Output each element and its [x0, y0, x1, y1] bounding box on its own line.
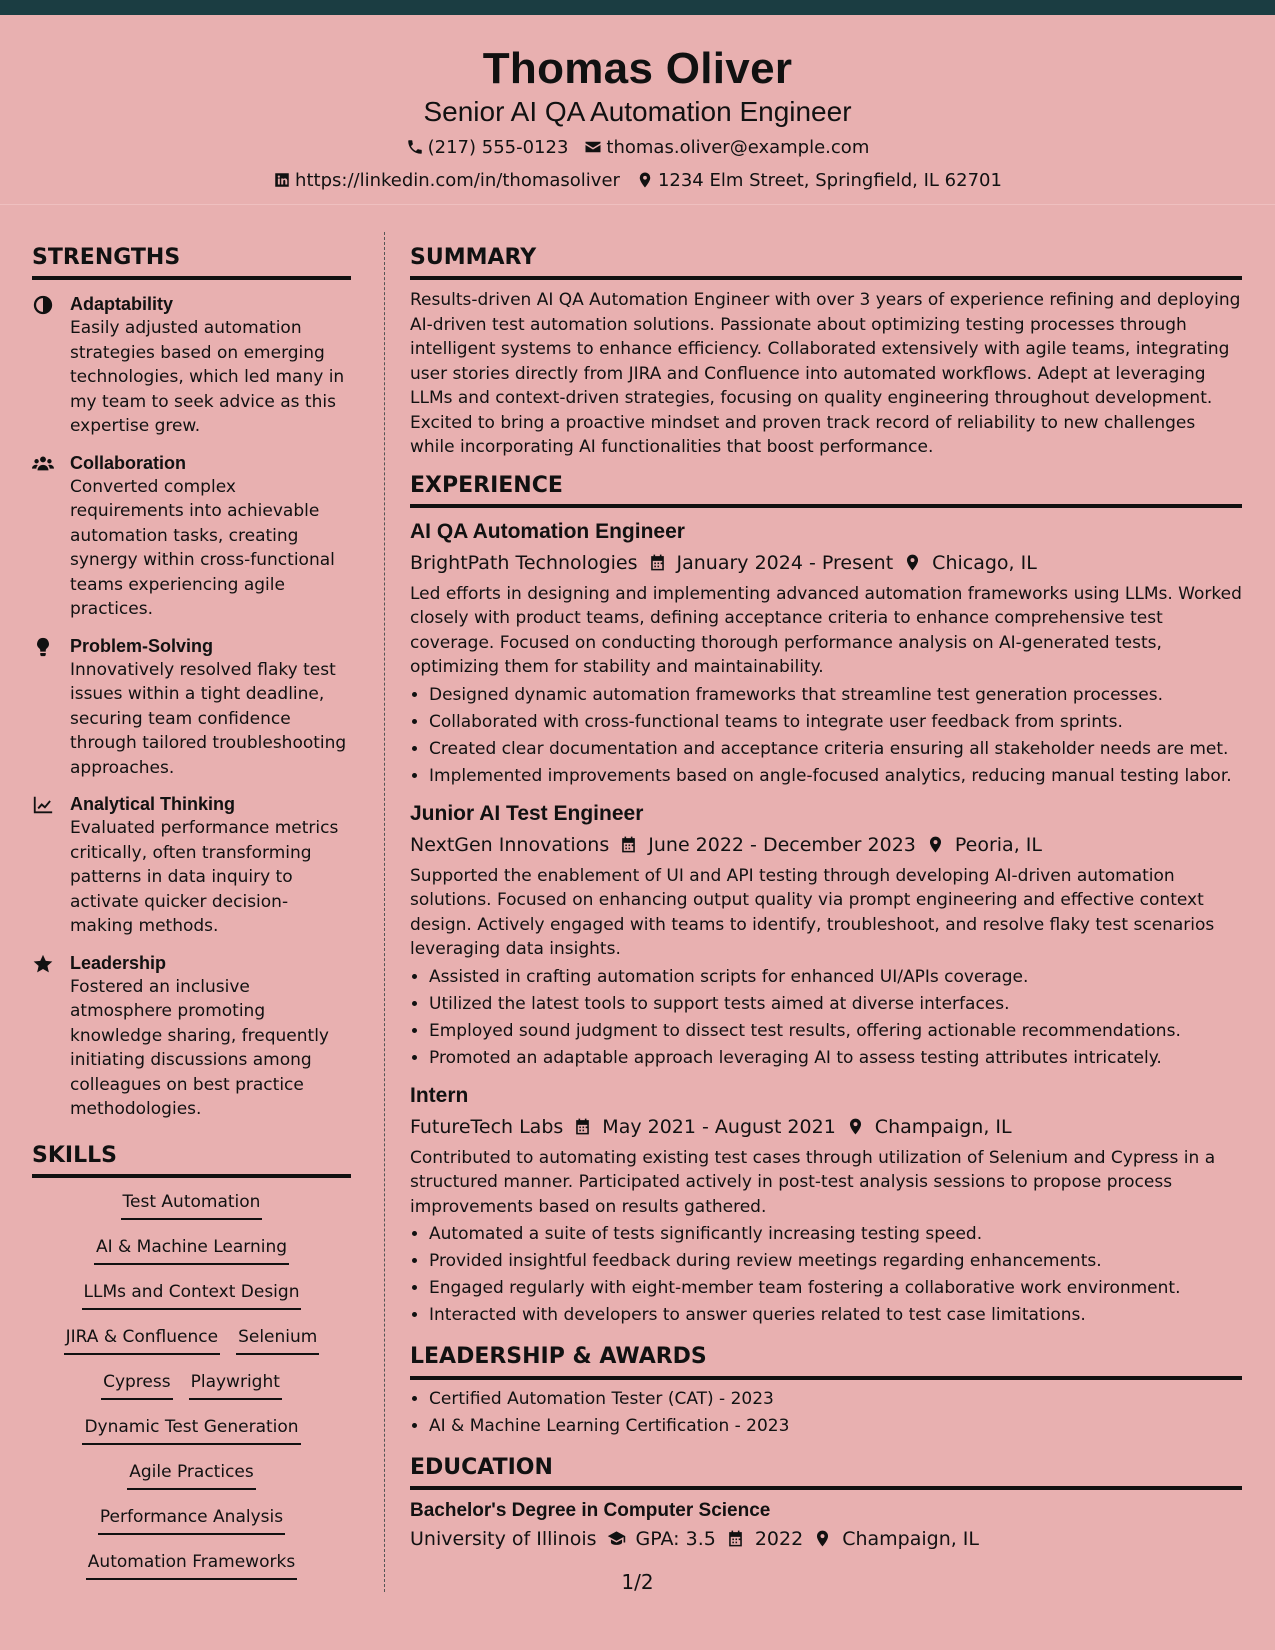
- job-bullets: [410, 682, 1242, 790]
- chart-line-icon: [32, 794, 54, 816]
- job-location: Champaign, IL: [874, 1115, 1012, 1138]
- skill-row: [32, 1507, 351, 1552]
- job-company: BrightPath Technologies: [410, 551, 638, 574]
- right-column: [410, 246, 1242, 1550]
- lightbulb-icon: [32, 636, 54, 658]
- job-meta: [410, 552, 1242, 574]
- skill-tag: AI & Machine Learning: [94, 1237, 289, 1265]
- strength-item: [32, 951, 351, 1122]
- job-title: AI QA Automation Engineer: [410, 519, 685, 543]
- contrast-icon: [32, 294, 54, 316]
- bullet-item: • Interacted with developers to answer queries related to test case limitations.: [429, 1302, 1242, 1329]
- skill-tag: Agile Practices: [127, 1462, 256, 1490]
- column-divider: [384, 232, 385, 1592]
- phone-item: [406, 137, 569, 158]
- skill-tag: JIRA & Confluence: [64, 1327, 220, 1355]
- skill-row: [32, 1282, 351, 1327]
- job-meta: [410, 834, 1242, 856]
- skill-tag: Playwright: [189, 1372, 282, 1400]
- strength-title: Leadership: [70, 952, 167, 973]
- map-pin-icon: [636, 171, 654, 189]
- job-location: Chicago, IL: [932, 551, 1037, 574]
- strength-title: Problem-Solving: [70, 635, 214, 656]
- graduation-year: 2022: [754, 1527, 804, 1550]
- bullet-item: • Utilized the latest tools to support tests aimed at diverse interfaces.: [429, 991, 1242, 1018]
- skill-row: [32, 1417, 351, 1462]
- strength-desc: Fostered an inclusive atmosphere promoting knowledge sharing, frequently initiating discussions among colleagues on best practice methodologies.: [70, 976, 329, 1120]
- job-dates: June 2022 - December 2023: [648, 833, 916, 856]
- strength-item: [32, 634, 351, 781]
- resume-header: [0, 15, 1275, 205]
- skill-tag: Test Automation: [121, 1192, 263, 1220]
- job-entry: [410, 520, 1242, 790]
- strength-desc: Easily adjusted automation strategies based on emerging technologies, which led many in my team to seek advice as this expertise grew.: [70, 318, 345, 437]
- linkedin-item[interactable]: [273, 170, 620, 191]
- address-text: 1234 Elm Street, Springfield, IL 62701: [657, 169, 1002, 191]
- page-number: 1/2: [621, 1570, 654, 1594]
- job-bullets: [410, 1221, 1242, 1329]
- job-description: Led efforts in designing and implementing advanced automation frameworks using LLMs. Worked closely with product teams, defining acceptance criteria to enhance comprehensive test coverage. Focused on conducting thorough performance analysis on AI-generated tests, optimizing them for stability and maintainability.: [410, 583, 1242, 678]
- bullet-item: • Assisted in crafting automation scripts for enhanced UI/APIs coverage.: [429, 964, 1242, 991]
- education-meta: [410, 1528, 1242, 1550]
- bullet-item: • Engaged regularly with eight-member team fostering a collaborative work environment.: [429, 1275, 1242, 1302]
- experience-heading: EXPERIENCE: [410, 474, 1242, 508]
- awards-heading: LEADERSHIP & AWARDS: [410, 1345, 1242, 1379]
- strength-title: Collaboration: [70, 452, 186, 473]
- strengths-heading: STRENGTHS: [32, 246, 351, 280]
- job-bullets: [410, 964, 1242, 1072]
- email-link[interactable]: thomas.oliver@example.com: [606, 136, 870, 158]
- school-location: Champaign, IL: [842, 1527, 980, 1550]
- phone-text: (217) 555-0123: [427, 136, 569, 158]
- job-location: Peoria, IL: [954, 833, 1042, 856]
- summary-heading: SUMMARY: [410, 246, 1242, 280]
- degree-title: Bachelor's Degree in Computer Science: [410, 1499, 771, 1521]
- bullet-item: • Implemented improvements based on angle-focused analytics, reducing manual testing labor.: [429, 763, 1242, 790]
- skill-tag: LLMs and Context Design: [82, 1282, 302, 1310]
- bullet-item: • Collaborated with cross-functional teams to integrate user feedback from sprints.: [429, 709, 1242, 736]
- map-pin-icon: [903, 553, 922, 572]
- contact-row-2: [0, 166, 1275, 194]
- skill-tag: Automation Frameworks: [86, 1552, 297, 1580]
- strength-desc: Converted complex requirements into achievable automation tasks, creating synergy within cross-functional teams experiencing agile practices.: [70, 476, 335, 620]
- candidate-name: Thomas Oliver: [482, 44, 793, 93]
- skills-heading: SKILLS: [32, 1144, 351, 1178]
- skill-row: [32, 1192, 351, 1237]
- skill-row: [32, 1462, 351, 1507]
- job-description: Contributed to automating existing test cases through utilization of Selenium and Cypress in a structured manner. Participated actively in post-test analysis sessions to propose process improvements based on results gathered.: [410, 1147, 1216, 1217]
- education-heading: EDUCATION: [410, 1456, 1242, 1490]
- award-item: • AI & Machine Learning Certification - 2023: [429, 1413, 1242, 1440]
- job-dates: January 2024 - Present: [676, 551, 894, 574]
- bullet-item: • Provided insightful feedback during review meetings regarding enhancements.: [429, 1248, 1242, 1275]
- job-description: Supported the enablement of UI and API testing through developing AI-driven automation solutions. Focused on enhancing output quality via prompt engineering and effective context design. Actively engaged with teams to identify, troubleshoot, and resolve flaky test scenarios leveraging data insights.: [410, 865, 1215, 960]
- job-title: Intern: [410, 1083, 469, 1107]
- skill-row: [32, 1327, 351, 1372]
- bullet-item: • Created clear documentation and acceptance criteria ensuring all stakeholder needs are met.: [429, 736, 1242, 763]
- left-column: [32, 246, 351, 1597]
- job-title: Junior AI Test Engineer: [410, 801, 644, 825]
- skill-tag: Selenium: [236, 1327, 319, 1355]
- skill-tag: Dynamic Test Generation: [82, 1417, 300, 1445]
- star-icon: [32, 953, 54, 975]
- job-entry: [410, 802, 1242, 1072]
- strength-desc: Evaluated performance metrics critically, often transforming patterns in data inquiry to activate quicker decision-making methods.: [70, 818, 339, 937]
- map-pin-icon: [813, 1529, 832, 1548]
- awards-list: [410, 1386, 1242, 1440]
- job-dates: May 2021 - August 2021: [602, 1115, 836, 1138]
- job-entry: [410, 1084, 1242, 1330]
- job-meta: [410, 1116, 1242, 1138]
- linkedin-link[interactable]: https://linkedin.com/in/thomasoliver: [295, 169, 620, 191]
- skill-row: [32, 1372, 351, 1417]
- top-accent-bar: [0, 0, 1275, 15]
- bullet-item: • Automated a suite of tests significantly increasing testing speed.: [429, 1221, 1242, 1248]
- skills-list: [32, 1192, 351, 1597]
- contact-row-1: [0, 133, 1275, 161]
- users-icon: [32, 453, 54, 475]
- school-name: University of Illinois: [410, 1527, 597, 1550]
- phone-icon: [406, 138, 424, 156]
- job-company: NextGen Innovations: [410, 833, 610, 856]
- strength-title: Adaptability: [70, 294, 174, 315]
- summary-text: Results-driven AI QA Automation Engineer with over 3 years of experience refining and deploying AI-driven test automation solutions. Passionate about optimizing testing processes through intelligent systems to enhance efficiency. Collaborated extensively with agile teams, integrating user stories directly from JIRA and Confluence into automated workflows. Adept at leveraging LLMs and context-driven strategies, focusing on quality engineering throughout development. Excited to bring a proactive mindset and proven track record of reliability to new challenges while incorporating AI functionalities that boost performance.: [410, 290, 1241, 458]
- bullet-item: • Employed sound judgment to dissect test results, offering actionable recommendations.: [429, 1018, 1242, 1045]
- bullet-item: • Designed dynamic automation frameworks that streamline test generation processes.: [429, 682, 1242, 709]
- address-item: [636, 170, 1002, 191]
- skill-tag: Performance Analysis: [98, 1507, 285, 1535]
- skill-tag: Cypress: [101, 1372, 173, 1400]
- candidate-title: Senior AI QA Automation Engineer: [423, 96, 852, 127]
- calendar-icon: [573, 1117, 592, 1136]
- job-company: FutureTech Labs: [410, 1115, 564, 1138]
- graduation-cap-icon: [607, 1529, 626, 1548]
- email-item[interactable]: [584, 137, 869, 158]
- strength-item: [32, 792, 351, 939]
- skill-row: [32, 1237, 351, 1282]
- linkedin-icon: [273, 171, 291, 189]
- calendar-icon: [619, 835, 638, 854]
- map-pin-icon: [926, 835, 945, 854]
- map-pin-icon: [846, 1117, 865, 1136]
- envelope-icon: [584, 138, 602, 156]
- calendar-icon: [726, 1529, 745, 1548]
- strength-item: [32, 451, 351, 622]
- strength-title: Analytical Thinking: [70, 794, 236, 815]
- strength-desc: Innovatively resolved flaky test issues within a tight deadline, securing team confidence through tailored troubleshooting approaches.: [70, 659, 347, 778]
- calendar-icon: [648, 553, 667, 572]
- strength-item: [32, 292, 351, 439]
- gpa-text: GPA: 3.5: [635, 1527, 716, 1550]
- bullet-item: • Promoted an adaptable approach leveraging AI to assess testing attributes intricately.: [429, 1045, 1242, 1072]
- award-item: • Certified Automation Tester (CAT) - 2023: [429, 1386, 1242, 1413]
